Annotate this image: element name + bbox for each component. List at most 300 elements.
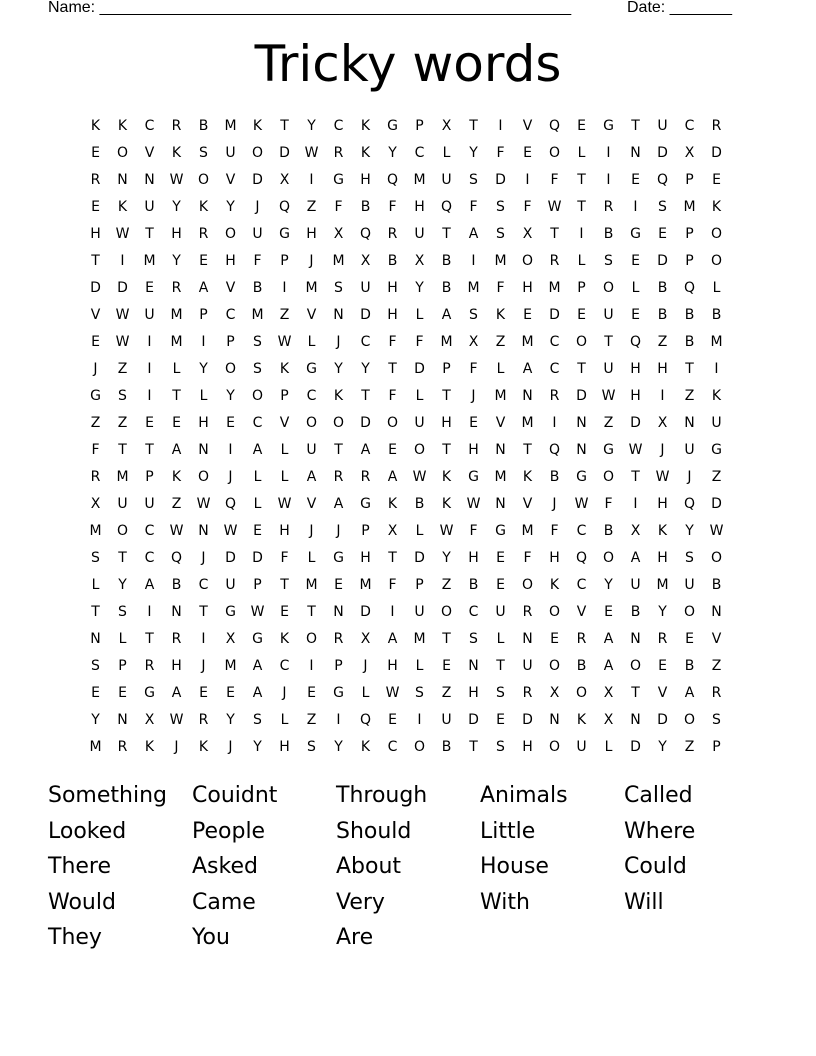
grid-cell: A [171,441,182,458]
grid-cell: H [360,549,371,566]
grid-cell: A [171,684,182,701]
grid-cell: W [439,522,454,539]
grid-cell: G [252,630,263,647]
grid-cell: B [387,252,398,269]
grid-cell: O [197,468,210,485]
word-list-item: With [480,889,530,915]
grid-cell: F [415,333,424,350]
grid-cell: I [606,171,611,188]
grid-cell: K [522,468,533,485]
grid-cell: O [521,252,534,269]
grid-cell: S [469,630,478,647]
grid-cell: K [360,738,371,755]
grid-cell: H [657,495,668,512]
grid-cell: I [147,333,152,350]
grid-cell: P [226,333,235,350]
word-list-item: You [192,925,230,950]
grid-cell: D [252,171,263,188]
grid-cell: O [629,657,642,674]
grid-cell: O [575,684,588,701]
page-title: Tricky words [254,35,562,93]
grid-cell: H [171,657,182,674]
grid-cell: T [388,549,397,566]
grid-cell: S [253,711,262,728]
grid-cell: T [145,225,154,242]
grid-cell: H [630,387,641,404]
grid-cell: E [91,684,100,701]
word-list-item: Little [480,818,536,844]
grid-cell: H [522,279,533,296]
grid-cell: E [469,414,478,431]
grid-cell: T [307,603,316,620]
grid-cell: Y [334,360,343,377]
grid-cell: B [657,279,668,296]
grid-cell: T [199,603,208,620]
grid-cell: Q [683,279,696,296]
grid-cell: O [224,360,237,377]
grid-cell: T [442,387,451,404]
grid-cell: I [201,333,206,350]
grid-cell: M [710,333,723,350]
grid-cell: R [549,387,560,404]
grid-cell: G [603,117,614,134]
grid-cell: V [522,117,533,134]
grid-cell: B [441,738,452,755]
grid-cell: M [116,468,129,485]
grid-cell: Z [711,468,722,485]
grid-cell: P [577,279,586,296]
grid-cell: H [468,684,479,701]
grid-cell: D [630,414,641,431]
grid-cell: S [91,657,100,674]
grid-cell: R [198,225,209,242]
grid-cell: K [117,117,128,134]
grid-cell: L [604,738,613,755]
grid-cell: M [224,657,237,674]
grid-cell: S [496,225,505,242]
grid-cell: U [306,441,317,458]
grid-cell: C [576,522,587,539]
grid-cell: H [657,549,668,566]
grid-cell: M [683,198,696,215]
grid-cell: P [361,522,370,539]
grid-cell: V [306,495,317,512]
grid-cell: C [225,306,236,323]
grid-cell: O [305,630,318,647]
grid-cell: S [685,549,694,566]
word-list-item: Asked [192,854,258,879]
grid-cell: H [225,252,236,269]
grid-cell: X [657,414,668,431]
grid-cell: T [469,117,478,134]
grid-cell: J [660,441,665,458]
grid-cell: J [93,360,98,377]
grid-cell: R [171,279,182,296]
grid-cell: Y [685,522,694,539]
grid-cell: W [115,306,130,323]
grid-cell: X [360,252,371,269]
grid-cell: E [496,576,505,593]
word-list-item: Called [624,783,693,808]
grid-cell: Z [684,387,695,404]
grid-cell: B [684,333,695,350]
grid-cell: N [144,171,155,188]
grid-cell: O [710,549,723,566]
grid-cell: R [387,225,398,242]
grid-cell: I [660,387,665,404]
grid-cell: N [117,171,128,188]
grid-cell: E [145,279,154,296]
grid-cell: F [388,387,397,404]
grid-cell: F [469,522,478,539]
grid-cell: Q [440,198,453,215]
date-field-label: Date: _______ [627,0,732,16]
word-list-item: Animals [480,783,568,808]
grid-cell: N [630,711,641,728]
grid-cell: Y [253,738,262,755]
grid-cell: S [253,333,262,350]
grid-cell: M [89,522,102,539]
grid-cell: L [280,441,289,458]
grid-cell: R [171,630,182,647]
grid-cell: Z [279,306,290,323]
grid-cell: R [711,684,722,701]
grid-cell: J [309,252,314,269]
grid-cell: D [657,252,668,269]
grid-cell: D [225,549,236,566]
grid-cell: Z [657,333,668,350]
grid-cell: J [336,522,341,539]
grid-cell: G [576,468,587,485]
grid-cell: T [631,684,640,701]
grid-cell: P [145,468,154,485]
grid-cell: D [711,144,722,161]
grid-cell: N [495,495,506,512]
grid-cell: M [494,468,507,485]
grid-cell: M [332,252,345,269]
grid-cell: N [495,441,506,458]
grid-cell: D [711,495,722,512]
grid-cell: A [468,225,479,242]
grid-cell: Q [386,171,399,188]
grid-cell: N [630,630,641,647]
word-list-item: Came [192,889,256,915]
grid-cell: K [171,468,182,485]
grid-cell: E [577,117,586,134]
grid-cell: D [549,306,560,323]
grid-cell: U [441,711,452,728]
grid-cell: O [305,414,318,431]
grid-cell: D [360,414,371,431]
grid-cell: S [496,684,505,701]
grid-cell: K [333,387,344,404]
grid-cell: E [388,711,397,728]
word-list-item: Something [48,783,167,808]
grid-cell: M [548,279,561,296]
grid-cell: N [711,603,722,620]
grid-cell: S [118,387,127,404]
grid-cell: Z [441,684,452,701]
grid-cell: A [603,657,614,674]
grid-cell: H [279,522,290,539]
grid-cell: G [603,441,614,458]
grid-cell: S [307,738,316,755]
grid-cell: Z [441,576,452,593]
grid-cell: I [147,387,152,404]
grid-cell: R [333,630,344,647]
grid-cell: L [577,144,586,161]
grid-cell: E [442,657,451,674]
grid-cell: F [496,279,505,296]
grid-cell: Z [90,414,101,431]
grid-cell: C [333,117,344,134]
grid-cell: Z [117,360,128,377]
grid-cell: O [602,468,615,485]
grid-cell: C [549,333,560,350]
grid-cell: O [548,657,561,674]
grid-cell: C [144,522,155,539]
grid-cell: I [579,225,584,242]
grid-cell: B [603,225,614,242]
grid-cell: T [118,549,127,566]
grid-cell: H [90,225,101,242]
grid-cell: F [280,549,289,566]
grid-cell: O [386,414,399,431]
grid-cell: V [90,306,101,323]
grid-cell: T [496,657,505,674]
grid-cell: K [90,117,101,134]
grid-cell: G [711,441,722,458]
grid-cell: N [90,630,101,647]
grid-cell: W [115,333,130,350]
grid-cell: L [253,495,262,512]
grid-cell: R [711,117,722,134]
grid-cell: H [522,738,533,755]
grid-cell: I [336,711,341,728]
grid-cell: I [309,171,314,188]
grid-cell: R [360,468,371,485]
grid-cell: N [333,603,344,620]
grid-cell: M [413,630,426,647]
grid-cell: I [471,252,476,269]
grid-cell: W [466,495,481,512]
word-list-item: Will [624,889,664,915]
word-list-item: People [192,818,266,844]
grid-cell: K [252,117,263,134]
grid-cell: U [441,171,452,188]
grid-cell: D [630,738,641,755]
grid-cell: N [684,414,695,431]
grid-cell: X [279,171,290,188]
grid-cell: I [147,603,152,620]
grid-cell: L [442,144,451,161]
grid-cell: M [521,522,534,539]
grid-cell: T [118,441,127,458]
grid-cell: H [549,549,560,566]
word-list-item: Looked [48,818,127,844]
grid-cell: T [523,441,532,458]
grid-cell: Q [548,441,561,458]
grid-cell: G [360,495,371,512]
grid-cell: D [495,171,506,188]
grid-cell: K [198,738,209,755]
grid-cell: S [658,198,667,215]
grid-cell: B [684,306,695,323]
grid-cell: P [442,360,451,377]
grid-cell: Q [656,171,669,188]
grid-cell: O [710,252,723,269]
grid-cell: Q [359,225,372,242]
word-list-item: Should [336,818,412,844]
grid-cell: Y [334,738,343,755]
grid-cell: M [224,117,237,134]
grid-cell: P [199,306,208,323]
grid-cell: H [468,441,479,458]
grid-cell: D [576,387,587,404]
grid-cell: Q [170,549,183,566]
grid-cell: U [252,225,263,242]
grid-cell: Y [172,252,181,269]
grid-cell: S [469,171,478,188]
grid-cell: Y [226,387,235,404]
grid-cell: M [170,333,183,350]
grid-cell: O [710,225,723,242]
grid-cell: D [360,306,371,323]
grid-cell: W [412,468,427,485]
grid-cell: M [305,576,318,593]
grid-cell: M [413,171,426,188]
word-list-item: Are [336,925,374,950]
word-list-item: They [48,925,102,950]
grid-cell: Q [683,495,696,512]
grid-cell: B [684,657,695,674]
grid-cell: E [388,441,397,458]
grid-cell: M [440,333,453,350]
grid-cell: I [525,171,530,188]
grid-cell: K [576,711,587,728]
grid-cell: Y [199,360,208,377]
grid-cell: H [306,225,317,242]
grid-cell: M [143,252,156,269]
grid-cell: X [549,684,560,701]
grid-cell: T [631,117,640,134]
grid-cell: T [442,630,451,647]
grid-cell: E [226,684,235,701]
grid-cell: S [415,684,424,701]
word-list-item: House [480,854,549,879]
grid-cell: Q [278,198,291,215]
grid-cell: H [360,171,371,188]
grid-cell: P [118,657,127,674]
grid-cell: V [711,630,722,647]
grid-cell: T [280,117,289,134]
grid-cell: H [387,657,398,674]
grid-cell: E [145,414,154,431]
grid-cell: E [577,306,586,323]
grid-cell: Q [575,549,588,566]
grid-cell: O [332,414,345,431]
grid-cell: A [306,468,317,485]
grid-cell: J [687,468,692,485]
grid-cell: E [118,684,127,701]
grid-cell: W [655,468,670,485]
grid-cell: P [415,576,424,593]
grid-cell: L [496,360,505,377]
grid-cell: R [171,117,182,134]
grid-cell: F [523,549,532,566]
grid-cell: T [469,738,478,755]
grid-cell: M [359,576,372,593]
grid-cell: T [550,225,559,242]
grid-cell: K [171,144,182,161]
grid-cell: B [576,657,587,674]
grid-cell: V [522,495,533,512]
grid-cell: N [117,711,128,728]
grid-cell: Z [306,711,317,728]
grid-cell: S [469,306,478,323]
grid-cell: U [603,306,614,323]
grid-cell: V [225,279,236,296]
grid-cell: I [390,603,395,620]
grid-cell: J [228,738,233,755]
grid-cell: T [91,252,100,269]
grid-cell: H [630,360,641,377]
grid-cell: A [684,684,695,701]
grid-cell: O [548,738,561,755]
grid-cell: Y [361,360,370,377]
grid-cell: K [711,198,722,215]
grid-cell: X [522,225,533,242]
grid-cell: T [577,360,586,377]
grid-cell: H [657,360,668,377]
grid-cell: S [91,549,100,566]
grid-cell: K [441,468,452,485]
grid-cell: G [279,225,290,242]
grid-cell: C [468,603,479,620]
grid-cell: W [277,333,292,350]
grid-cell: M [521,414,534,431]
grid-cell: S [118,603,127,620]
grid-cell: E [199,684,208,701]
grid-cell: L [496,630,505,647]
grid-cell: J [228,468,233,485]
grid-cell: T [604,333,613,350]
grid-cell: L [415,657,424,674]
grid-cell: O [683,603,696,620]
grid-cell: K [387,495,398,512]
grid-cell: P [685,225,694,242]
grid-cell: D [279,144,290,161]
grid-cell: L [172,360,181,377]
grid-cell: X [414,252,425,269]
grid-cell: P [253,576,262,593]
grid-cell: U [576,738,587,755]
grid-cell: O [197,171,210,188]
grid-cell: F [496,144,505,161]
grid-cell: W [196,495,211,512]
grid-cell: K [198,198,209,215]
grid-cell: M [656,576,669,593]
grid-cell: E [280,603,289,620]
grid-cell: E [199,252,208,269]
grid-cell: R [522,603,533,620]
grid-cell: D [252,549,263,566]
word-list-item: Through [336,783,428,808]
grid-cell: U [414,414,425,431]
grid-cell: D [360,603,371,620]
grid-cell: F [388,198,397,215]
grid-cell: X [684,144,695,161]
